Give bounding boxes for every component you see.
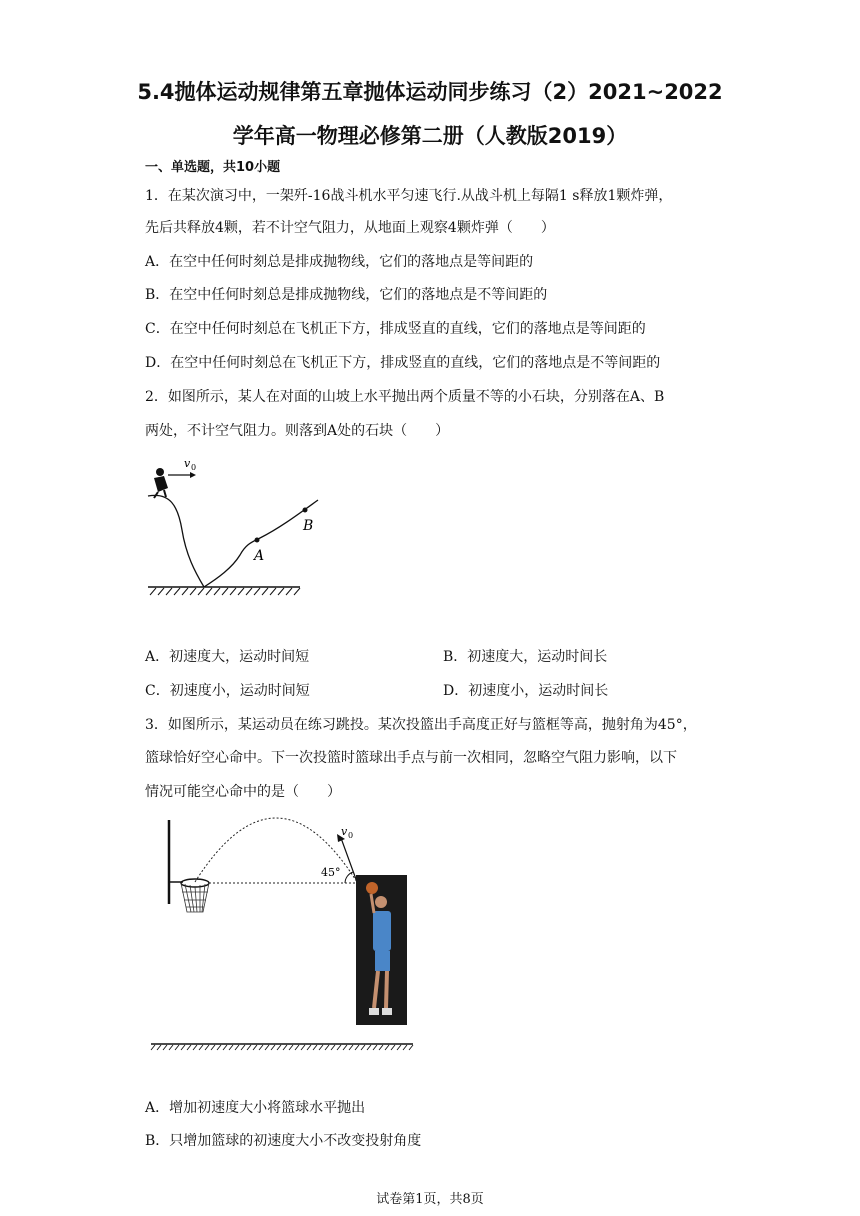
q3-stem-line-3: 情况可能空心命中的是（ ） <box>145 784 341 800</box>
q2-option-a[interactable]: A．初速度大，运动时间短 <box>145 649 310 665</box>
point-a-label: A <box>254 548 265 564</box>
q3-angle-label: 45° <box>321 866 341 879</box>
point-a-marker <box>255 538 260 543</box>
q1-option-a[interactable]: A．在空中任何时刻总是排成抛物线，它们的落地点是等间距的 <box>145 254 534 270</box>
q3-v0-label: v <box>341 825 348 838</box>
q2-v0-subscript: 0 <box>191 463 197 472</box>
q2-option-b[interactable]: B．初速度大，运动时间长 <box>443 649 608 665</box>
q2-v0-label: v <box>184 457 191 470</box>
page-footer: 试卷第1页，共8页 <box>376 1192 484 1207</box>
q2-option-d[interactable]: D．初速度小，运动时间长 <box>443 683 609 699</box>
q1-option-d[interactable]: D．在空中任何时刻总在飞机正下方，排成竖直的直线，它们的落地点是不等间距的 <box>145 355 661 371</box>
thrower-figure <box>154 468 168 498</box>
q3-stem-line-1: 3．如图所示，某运动员在练习跳投。某次投篮出手高度正好与篮框等高，抛射角为45°， <box>145 717 697 733</box>
q3-stem-line-2: 篮球恰好空心命中。下一次投篮时篮球出手点与前一次相同，忽略空气阻力影响，以下 <box>145 750 677 766</box>
q3-basketball-figure <box>145 812 425 1057</box>
page-title-line-2: 学年高一物理必修第二册（人教版2019） <box>232 124 628 148</box>
q1-stem-line-2: 先后共释放4颗，若不计空气阻力，从地面上观察4颗炸弹（ ） <box>145 220 555 236</box>
page-title-line-1: 5.4抛体运动规律第五章抛体运动同步练习（2）2021~2022 <box>137 80 723 104</box>
point-b-marker <box>303 508 308 513</box>
basket-net <box>181 883 209 912</box>
q2-option-c[interactable]: C．初速度小，运动时间短 <box>145 683 310 699</box>
section-heading: 一、单选题，共10小题 <box>145 160 281 175</box>
basketball-player-photo <box>356 875 407 1025</box>
q2-slope-figure <box>140 450 340 600</box>
q2-stem-line-2: 两处，不计空气阻力。则落到A处的石块（ ） <box>145 423 450 439</box>
q1-stem-line-1: 1．在某次演习中，一架歼-16战斗机水平匀速飞行.从战斗机上每隔1 s释放1颗炸弹， <box>145 188 673 204</box>
q3-v0-subscript: 0 <box>348 831 354 840</box>
q3-option-a[interactable]: A．增加初速度大小将篮球水平抛出 <box>145 1100 366 1116</box>
q2-stem-line-1: 2．如图所示，某人在对面的山坡上水平抛出两个质量不等的小石块，分别落在A、B <box>145 389 665 405</box>
q3-option-b[interactable]: B．只增加篮球的初速度大小不改变投射角度 <box>145 1133 422 1149</box>
q1-option-b[interactable]: B．在空中任何时刻总是排成抛物线，它们的落地点是不等间距的 <box>145 287 548 303</box>
q1-option-c[interactable]: C．在空中任何时刻总在飞机正下方，排成竖直的直线，它们的落地点是等间距的 <box>145 321 646 337</box>
point-b-label: B <box>303 518 314 534</box>
